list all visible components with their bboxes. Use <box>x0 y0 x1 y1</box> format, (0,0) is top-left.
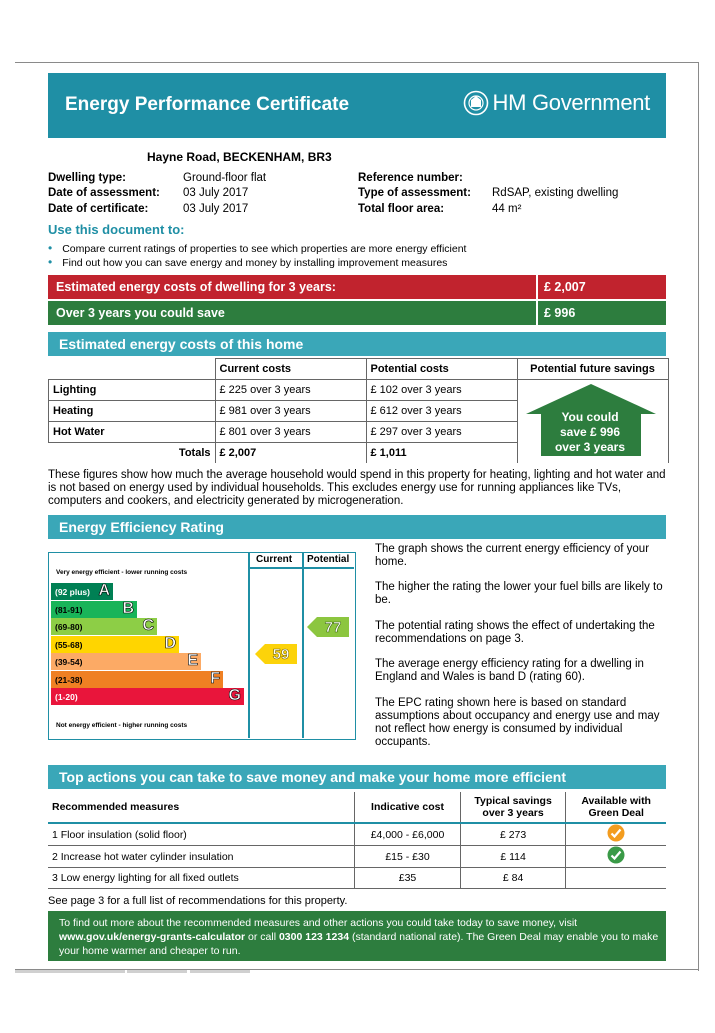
rating-note: The EPC rating shown here is based on standard assumptions about occupancy and energy use and may not reflect how energy is consumed by individual occupants. <box>375 697 660 748</box>
page-title: Energy Performance Certificate <box>65 94 350 115</box>
logo-text: HM Government <box>492 90 650 115</box>
totals-current: £ 2,007 <box>215 443 366 464</box>
column-header-line <box>248 567 354 569</box>
header-cell: Available with Green Deal <box>566 792 666 823</box>
rating-band-b <box>51 601 137 618</box>
rating-note: The average energy efficiency rating for a dwelling in England and Wales is band D (rating 60). <box>375 658 644 683</box>
floor-area-value: 44 m² <box>492 203 522 215</box>
floor-area-label: Total floor area: <box>358 203 445 215</box>
page-tab <box>127 970 187 973</box>
actions-table <box>48 792 666 889</box>
totals-potential: £ 1,011 <box>366 443 517 464</box>
table-header-row <box>49 359 669 380</box>
footer-banner <box>48 911 666 961</box>
savings-label: Over 3 years you could save <box>56 306 225 320</box>
use-document-title: Use this document to: <box>48 222 185 237</box>
green-deal <box>566 846 666 868</box>
green-deal <box>566 868 666 889</box>
reference-number-label: Reference number: <box>358 172 463 184</box>
header-cell: Typical savings over 3 years <box>460 792 566 823</box>
header-cell: Potential future savings <box>517 359 668 380</box>
potential-cost: £ 612 over 3 years <box>366 401 517 422</box>
estimated-costs-bar <box>48 275 666 299</box>
potential-column-header: Potential <box>307 554 350 565</box>
header-cell: Indicative cost <box>355 792 461 823</box>
costs-explanation: These figures show how much the average household would spend in this property for heating, lighting and hot water and is not based on energy used by individual households. This excludes energy use for running appliances like TVs, computers and cookers, and electricity generated by microgeneration. <box>48 469 666 507</box>
assessment-date-value: 03 July 2017 <box>183 187 249 199</box>
band-range: (81-91) <box>55 604 83 615</box>
row-name: Hot Water <box>49 422 216 443</box>
bar-divider <box>536 301 538 325</box>
band-letter: C <box>142 617 154 634</box>
savings-line: save £ 996 <box>559 425 621 439</box>
rating-band-g <box>51 688 244 705</box>
assessment-type-label: Type of assessment: <box>358 187 471 199</box>
saving: £ 84 <box>460 868 566 889</box>
band-range: (1-20) <box>55 692 78 702</box>
measure: 3 Low energy lighting for all fixed outlets <box>48 868 355 889</box>
certificate-date-label: Date of certificate: <box>48 203 149 215</box>
estimated-costs-label: Estimated energy costs of dwelling for 3 years: <box>56 280 336 294</box>
band-letter: D <box>164 634 176 652</box>
rating-band-f <box>51 671 223 688</box>
savings-line: You could <box>561 410 619 424</box>
band-letter: B <box>122 599 134 617</box>
band-range: (39-54) <box>55 657 83 667</box>
footer-phone: 0300 123 1234 <box>278 931 350 943</box>
orange-check-icon <box>607 824 625 842</box>
band-letter: G <box>228 687 241 704</box>
current-cost: £ 981 over 3 years <box>215 401 366 422</box>
dwelling-type-label: Dwelling type: <box>48 172 126 184</box>
band-letter: A <box>98 582 110 599</box>
efficiency-section-header <box>48 515 666 539</box>
header-cell <box>49 359 216 380</box>
rating-band-e <box>51 653 201 670</box>
use-bullet: • Compare current ratings of properties to see which properties are more energy efficient <box>48 241 467 255</box>
estimated-costs-section-header <box>48 332 666 356</box>
current-column-header: Current <box>256 554 293 565</box>
band-range: (21-38) <box>55 674 83 685</box>
savings-bar <box>48 301 666 325</box>
cost: £4,000 - £6,000 <box>355 823 461 846</box>
header-cell: Current costs <box>215 359 366 380</box>
footer-line: or call <box>245 931 279 943</box>
measure: 2 Increase hot water cylinder insulation <box>48 846 355 868</box>
table-row <box>48 868 666 889</box>
use-bullet: • Find out how you can save energy and money by installing improvement measures <box>48 255 448 269</box>
bar-divider <box>536 275 538 299</box>
footer-text <box>59 916 669 958</box>
hm-government-logo <box>463 90 650 116</box>
row-name: Heating <box>49 401 216 422</box>
band-range: (69-80) <box>55 622 83 632</box>
cost: £15 - £30 <box>355 846 461 868</box>
actions-section-header <box>48 765 666 789</box>
band-letter: E <box>187 652 198 669</box>
rating-band-c <box>51 618 157 635</box>
property-address: Hayne Road, BECKENHAM, BR3 <box>147 150 332 164</box>
crest-icon <box>463 90 489 116</box>
totals-label: Totals <box>49 443 216 464</box>
current-rating-value: 59 <box>272 646 290 663</box>
dwelling-type-value: Ground-floor flat <box>183 172 267 184</box>
bullet-text: Compare current ratings of properties to see which properties are more energy efficient <box>62 243 467 255</box>
row-name: Lighting <box>49 380 216 401</box>
band-range: (55-68) <box>55 639 83 650</box>
rating-note: The higher the rating the lower your fuel bills are likely to be. <box>375 581 663 606</box>
header-cell: Recommended measures <box>48 792 355 823</box>
certificate-date-value: 03 July 2017 <box>183 203 249 215</box>
rating-note: The graph shows the current energy efficiency of your home. <box>375 543 650 568</box>
band-letter: F <box>210 669 220 687</box>
cost: £35 <box>355 868 461 889</box>
footer-line: To find out more about the recommended measures and other actions you could take today to save money, visit <box>59 917 578 929</box>
green-deal <box>566 823 666 846</box>
bullet-text: Find out how you can save energy and money by installing improvement measures <box>62 257 448 269</box>
savings-line: over 3 years <box>554 440 626 454</box>
table-row <box>48 846 666 868</box>
saving: £ 114 <box>460 846 566 868</box>
potential-cost: £ 102 over 3 years <box>366 380 517 401</box>
assessment-type-value: RdSAP, existing dwelling <box>492 187 619 199</box>
table-row <box>48 823 666 846</box>
table-header-row <box>48 792 666 823</box>
assessment-date-label: Date of assessment: <box>48 187 160 199</box>
potential-rating-value: 77 <box>324 619 342 636</box>
efficient-label: Very energy efficient - lower running costs <box>56 569 188 576</box>
rating-band-d <box>51 636 179 653</box>
savings-value: £ 996 <box>544 306 576 320</box>
estimated-costs-value: £ 2,007 <box>544 280 586 294</box>
measure: 1 Floor insulation (solid floor) <box>48 823 355 846</box>
inefficient-label: Not energy efficient - higher running costs <box>56 722 188 729</box>
section-title: Estimated energy costs of this home <box>59 336 304 352</box>
rating-band-a <box>51 583 113 600</box>
page-tab <box>15 970 125 973</box>
section-title: Energy Efficiency Rating <box>59 519 224 535</box>
rating-note: The potential rating shows the effect of undertaking the recommendations on page 3. <box>375 620 655 645</box>
potential-cost: £ 297 over 3 years <box>366 422 517 443</box>
footer-line: (standard national rate). The Green Deal may enable you to make your home warmer and cheaper to run. <box>59 931 659 957</box>
saving: £ 273 <box>460 823 566 846</box>
section-title: Top actions you can take to save money and make your home more efficient <box>59 769 566 785</box>
footer-url[interactable]: www.gov.uk/energy-grants-calculator <box>59 931 246 943</box>
green-check-icon <box>607 846 625 864</box>
potential-rating-arrow <box>307 617 349 637</box>
band-range: (92 plus) <box>55 587 90 597</box>
certificate-header <box>48 73 666 138</box>
page-tab <box>190 970 250 973</box>
header-cell: Potential costs <box>366 359 517 380</box>
savings-arrow-text <box>526 410 654 455</box>
see-page-note: See page 3 for a full list of recommendations for this property. <box>48 895 348 907</box>
current-cost: £ 225 over 3 years <box>215 380 366 401</box>
current-cost: £ 801 over 3 years <box>215 422 366 443</box>
current-rating-arrow <box>255 644 297 664</box>
